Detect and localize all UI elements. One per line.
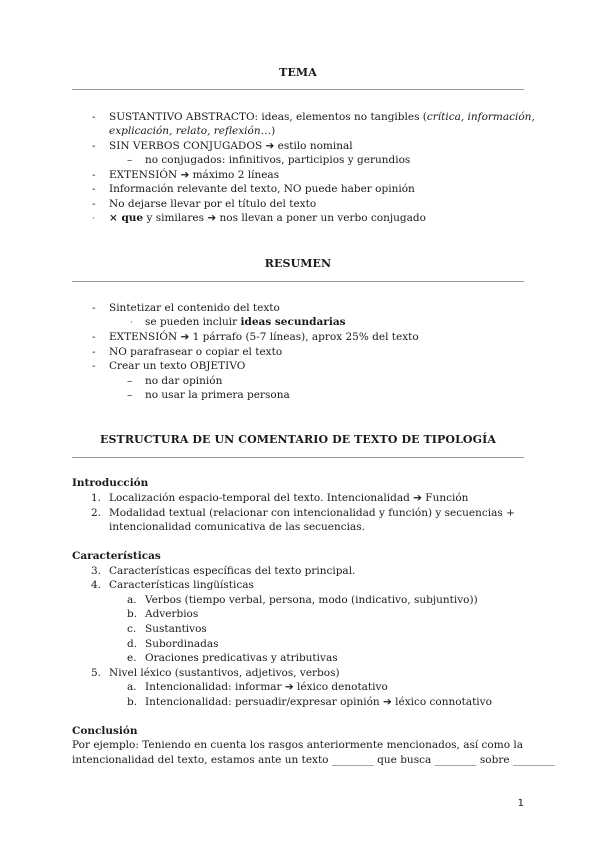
car-item-4: Características lingüísticas (109, 579, 254, 591)
heading-conclusion: Conclusión (72, 725, 138, 737)
list-letter: e. (127, 652, 137, 664)
list-letter: b. (127, 608, 138, 620)
list-letter: d. (127, 638, 138, 650)
resumen-item-3: NO parafrasear o copiar el texto (109, 346, 283, 358)
car-subitem-b: Adverbios (145, 608, 199, 620)
section-title-resumen: RESUMEN (264, 257, 332, 270)
bullet-dash: – (127, 154, 133, 166)
resumen-subitem-1: se pueden incluir ideas secundarias (145, 316, 346, 328)
intro-item-1: Localización espacio-temporal del texto. Intencionalidad ➔ Función (109, 492, 469, 504)
list-number: 5. (91, 667, 102, 679)
car-subitem-c: Sustantivos (145, 623, 207, 635)
tema-item-4: Información relevante del texto, NO puede haber opinión (109, 183, 415, 195)
bullet-dash: - (92, 302, 96, 314)
resumen-subitem-2: no dar opinión (145, 375, 223, 387)
divider (72, 281, 524, 282)
list-letter: a. (127, 594, 137, 606)
conclusion-line-2: intencionalidad del texto, estamos ante un texto ________ que busca ________ sobre ________ (72, 754, 555, 766)
tema-item-1-cont: explicación, relato, reflexión…) (109, 125, 276, 137)
section-title-tema: TEMA (279, 66, 317, 79)
list-letter: a. (127, 681, 137, 693)
page-number: 1 (517, 798, 524, 809)
bullet-dash: - (92, 140, 96, 152)
bullet-dot: · (92, 214, 95, 223)
conclusion-line-1: Por ejemplo: Teniendo en cuenta los rasgos anteriormente mencionados, así como la (72, 739, 523, 751)
car-item-3: Características específicas del texto principal. (109, 565, 356, 577)
list-letter: b. (127, 696, 138, 708)
list-letter: c. (127, 623, 137, 635)
bullet-dash: – (127, 389, 133, 401)
bullet-dash: - (92, 331, 96, 343)
tema-item-3: EXTENSIÓN ➔ máximo 2 líneas (109, 169, 280, 181)
divider (72, 89, 524, 90)
resumen-item-4: Crear un texto OBJETIVO (109, 360, 246, 372)
section-title-estructura: ESTRUCTURA DE UN COMENTARIO DE TEXTO DE TIPOLOGÍA (100, 433, 496, 446)
divider (72, 457, 524, 458)
car-subitem-5a: Intencionalidad: informar ➔ léxico denotativo (145, 681, 388, 693)
bullet-dash: - (92, 183, 96, 195)
car-subitem-d: Subordinadas (145, 638, 219, 650)
resumen-subitem-3: no usar la primera persona (145, 389, 290, 401)
resumen-item-1: Sintetizar el contenido del texto (109, 302, 280, 314)
car-subitem-e: Oraciones predicativas y atributivas (145, 652, 338, 664)
intro-item-2-cont: intencionalidad comunicativa de las secuencias. (109, 521, 366, 533)
tema-item-5: No dejarse llevar por el título del texto (109, 198, 317, 210)
list-number: 2. (91, 507, 102, 519)
heading-caracteristicas: Características (72, 550, 161, 562)
car-item-5: Nivel léxico (sustantivos, adjetivos, verbos) (109, 667, 340, 679)
list-number: 3. (91, 565, 102, 577)
tema-subitem-1: no conjugados: infinitivos, participios y gerundios (145, 154, 411, 166)
list-number: 1. (91, 492, 102, 504)
intro-item-2: Modalidad textual (relacionar con intencionalidad y función) y secuencias + (109, 507, 515, 519)
car-subitem-5b: Intencionalidad: persuadir/expresar opinión ➔ léxico connotativo (145, 696, 492, 708)
heading-introduccion: Introducción (72, 477, 149, 489)
bullet-dash: – (127, 375, 133, 387)
tema-item-2: SIN VERBOS CONJUGADOS ➔ estilo nominal (109, 140, 353, 152)
tema-item-1: SUSTANTIVO ABSTRACTO: ideas, elementos no tangibles (crítica, información, (109, 111, 535, 123)
car-subitem-a: Verbos (tiempo verbal, persona, modo (indicativo, subjuntivo)) (145, 594, 478, 606)
list-number: 4. (91, 579, 102, 591)
bullet-dash: - (92, 169, 96, 181)
bullet-dash: - (92, 360, 96, 372)
bullet-dash: - (92, 111, 96, 123)
bullet-dash: - (92, 198, 96, 210)
bullet-dot: · (130, 318, 133, 327)
tema-item-6: × que y similares ➔ nos llevan a poner un verbo conjugado (109, 212, 426, 224)
bullet-dash: - (92, 346, 96, 358)
resumen-item-2: EXTENSIÓN ➔ 1 párrafo (5-7 líneas), aprox 25% del texto (109, 331, 419, 343)
